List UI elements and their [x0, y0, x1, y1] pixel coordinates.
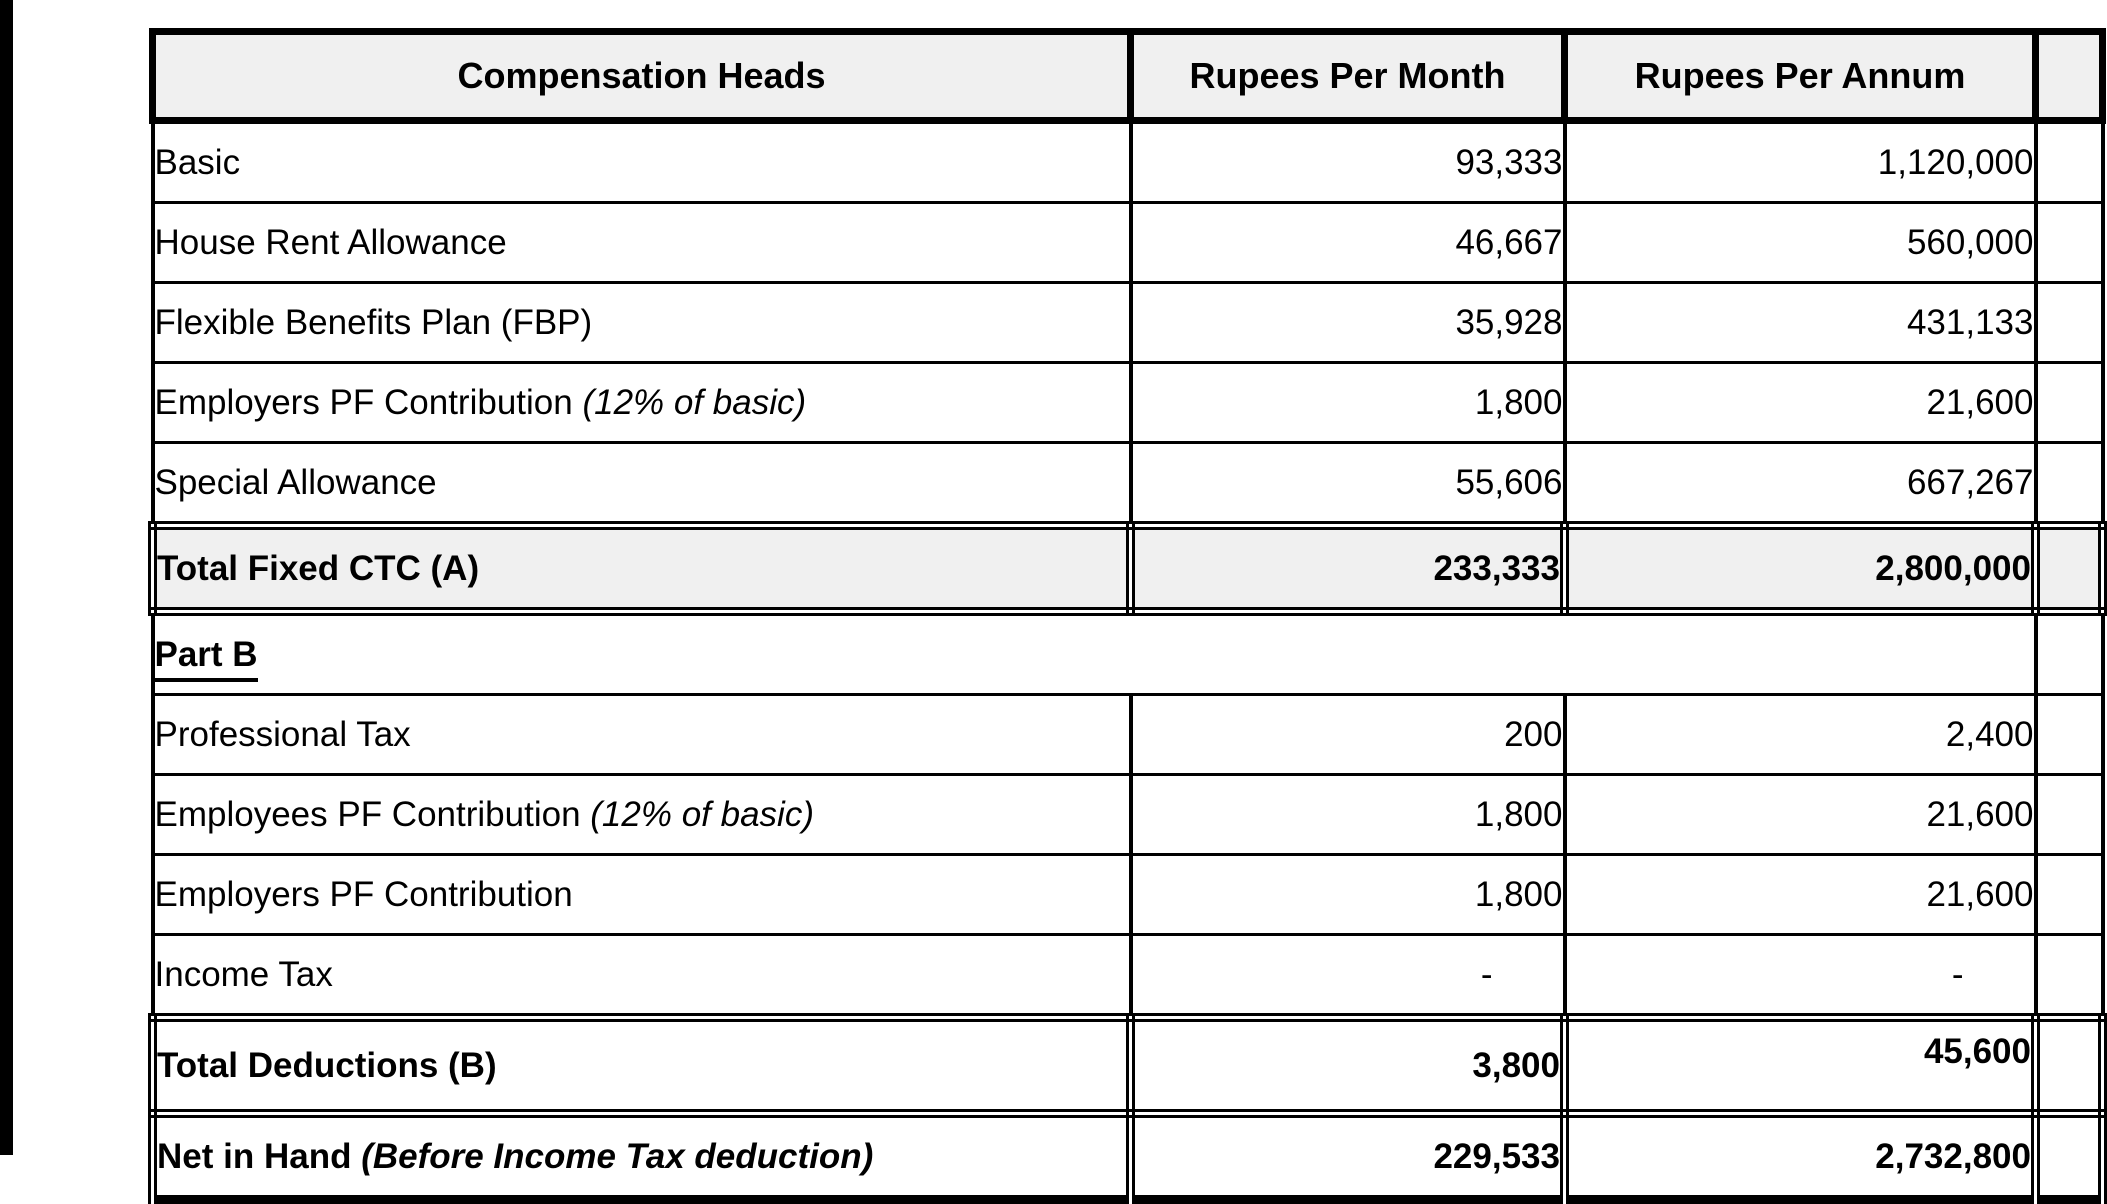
- cutoff-cell: [2036, 1114, 2103, 1200]
- value-annum: 21,600: [1565, 775, 2036, 855]
- cutoff-cell: [2036, 1018, 2103, 1114]
- section-cell: [153, 612, 2036, 695]
- row-label: Employers PF Contribution: [154, 382, 583, 422]
- table-row: [153, 283, 2103, 363]
- row-label-cell: [153, 121, 1131, 203]
- value-month: 1,800: [1131, 775, 1565, 855]
- row-label: Total Deductions (B): [157, 1045, 497, 1085]
- row-label: Total Fixed CTC (A): [157, 548, 480, 588]
- value-month: 1,800: [1131, 855, 1565, 935]
- value-annum: 2,732,800: [1565, 1114, 2036, 1200]
- section-row: [153, 612, 2103, 695]
- cutoff-cell: [2036, 443, 2103, 526]
- column-header-compensation-heads: Compensation Heads: [153, 32, 1131, 121]
- value-annum: -: [1565, 935, 2036, 1018]
- row-label-cell: [153, 775, 1131, 855]
- cutoff-cell: [2036, 526, 2103, 612]
- value-month: 1,800: [1131, 363, 1565, 443]
- value-annum: 45,600: [1565, 1018, 2036, 1114]
- table-row: [153, 363, 2103, 443]
- row-label-cell: [153, 1018, 1131, 1114]
- row-label-note: (Before Income Tax deduction): [361, 1136, 874, 1176]
- left-edge-strip: [0, 0, 13, 1155]
- value-month: 35,928: [1131, 283, 1565, 363]
- cutoff-cell: [2036, 363, 2103, 443]
- value-month: 46,667: [1131, 203, 1565, 283]
- row-label: Flexible Benefits Plan (FBP): [154, 302, 593, 342]
- row-label: Basic: [154, 142, 241, 182]
- row-label-cell: [153, 283, 1131, 363]
- value-month: 3,800: [1131, 1018, 1565, 1114]
- value-month: 233,333: [1131, 526, 1565, 612]
- cutoff-cell: [2036, 612, 2103, 695]
- table-row: [153, 1114, 2103, 1200]
- cutoff-cell: [2036, 855, 2103, 935]
- cutoff-cell: [2036, 121, 2103, 203]
- row-label-cell: [153, 935, 1131, 1018]
- header-row: [153, 32, 2103, 121]
- row-label-note: (12% of basic): [582, 382, 807, 422]
- value-annum: 560,000: [1565, 203, 2036, 283]
- compensation-table-wrap: [148, 28, 2107, 1204]
- column-header-rupees-per-annum: Rupees Per Annum: [1565, 32, 2036, 121]
- row-label: Net in Hand: [157, 1136, 362, 1176]
- table-row: [153, 443, 2103, 526]
- row-label: Employers PF Contribution: [154, 874, 573, 914]
- table-row: [153, 526, 2103, 612]
- table-row: [153, 855, 2103, 935]
- value-annum: 431,133: [1565, 283, 2036, 363]
- row-label-cell: [153, 203, 1131, 283]
- row-label: Employees PF Contribution: [154, 794, 591, 834]
- row-label-cell: [153, 1114, 1131, 1200]
- row-label-cell: [153, 695, 1131, 775]
- cutoff-cell: [2036, 775, 2103, 855]
- value-month: 229,533: [1131, 1114, 1565, 1200]
- row-label: House Rent Allowance: [154, 222, 507, 262]
- table-row: [153, 203, 2103, 283]
- table-body: [153, 121, 2103, 1200]
- value-annum: 2,400: [1565, 695, 2036, 775]
- cutoff-cell: [2036, 203, 2103, 283]
- column-header-rupees-per-month: Rupees Per Month: [1131, 32, 1565, 121]
- cutoff-cell: [2036, 935, 2103, 1018]
- row-label-cell: [153, 526, 1131, 612]
- row-label: Professional Tax: [154, 714, 411, 754]
- value-annum: 667,267: [1565, 443, 2036, 526]
- row-label-cell: [153, 363, 1131, 443]
- row-label: Special Allowance: [154, 462, 437, 502]
- column-header-cutoff: [2036, 32, 2103, 121]
- row-label: Income Tax: [154, 954, 333, 994]
- table-row: [153, 935, 2103, 1018]
- row-label-cell: [153, 855, 1131, 935]
- table-row: [153, 775, 2103, 855]
- value-month: 200: [1131, 695, 1565, 775]
- row-label-note: (12% of basic): [590, 794, 814, 834]
- value-month: -: [1131, 935, 1565, 1018]
- value-annum: 21,600: [1565, 855, 2036, 935]
- row-label-cell: [153, 443, 1131, 526]
- value-annum: 2,800,000: [1565, 526, 2036, 612]
- table-row: [153, 1018, 2103, 1114]
- value-annum: 1,120,000: [1565, 121, 2036, 203]
- value-month: 55,606: [1131, 443, 1565, 526]
- value-month: 93,333: [1131, 121, 1565, 203]
- cutoff-cell: [2036, 283, 2103, 363]
- table-row: [153, 121, 2103, 203]
- table-row: [153, 695, 2103, 775]
- compensation-table: [148, 28, 2107, 1204]
- section-title: Part B: [155, 635, 258, 682]
- cutoff-cell: [2036, 695, 2103, 775]
- value-annum: 21,600: [1565, 363, 2036, 443]
